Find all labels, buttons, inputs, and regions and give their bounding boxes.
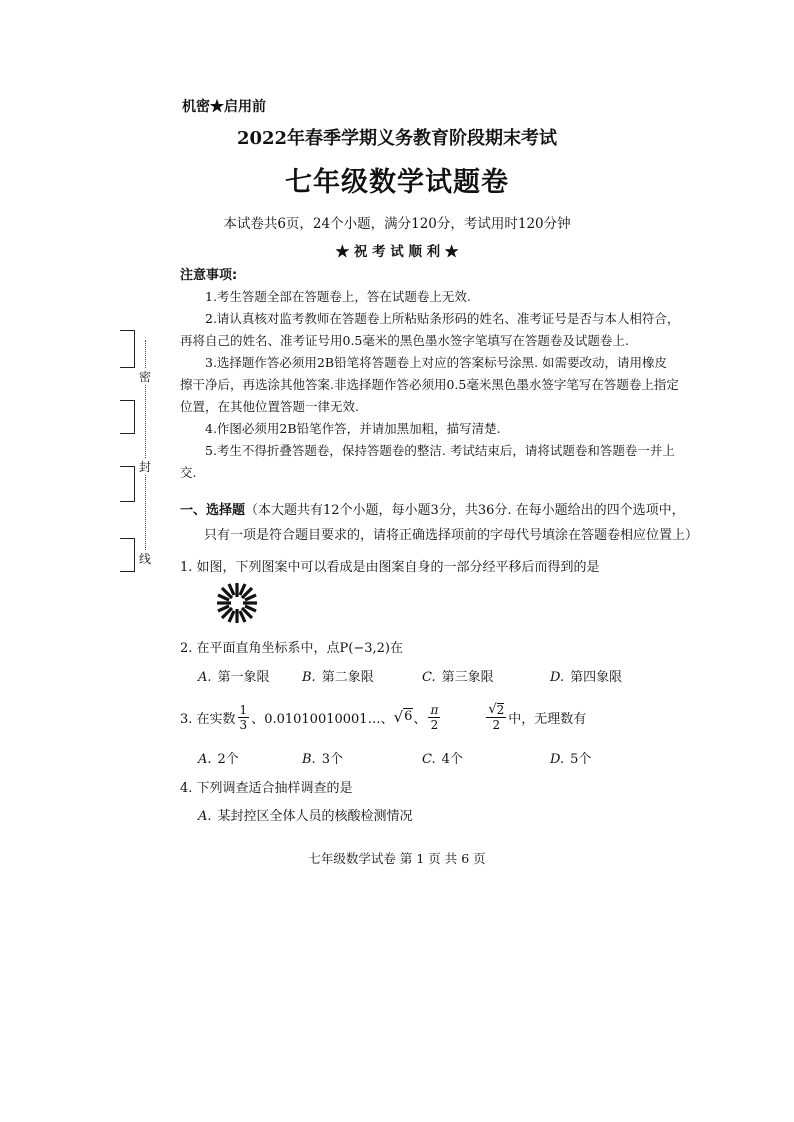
section-title: 一、选择题 [180,503,246,518]
fraction-pi-over-2: $\frac{\pi}{2}$ [430,702,439,732]
confidential-label: 机密★启用前 [182,99,266,115]
notice-item: 5.考生不得折叠答题卷，保持答题卷的整洁. 考试结束后，请将试题卷和答题卷一并上 [205,443,675,458]
notice-item: 4.作图必须用2B铅笔作答，并请加黑加粗，描写清楚. [205,421,501,436]
seal-bracket [120,466,135,502]
snowflake-pattern-icon [214,580,260,626]
question-3: 3. 在实数 $\frac{1}{3}$ 、0.01010010001…、 √ 6 、 $\frac{\pi}{2}$ √ 2 2 中，无理数有 [180,702,587,732]
notice-item: 3.选择题作答必须用2B铅笔将答题卷上对应的答案标号涂黑. 如需要改动，请用橡皮 [205,355,668,370]
q3-option-b: B. 3个 [302,752,343,767]
q3-option-d: D. 5个 [550,752,592,767]
notice-item: 再将自己的姓名、准考证号用0.5毫米的黑色墨水签字笔填写在答题卷及试题卷上. [180,333,629,348]
section-desc: （本大题共有12个小题，每小题3分，共36分. 在每小题给出的四个选项中， [245,503,685,518]
q2-option-d: D. 第四象限 [550,670,623,685]
seal-char-feng: 封 [139,460,152,474]
section-desc-line2: 只有一项是符合题目要求的，请将正确选择项前的字母代号填涂在答题卷相应位置上） [204,528,699,543]
notice-item: 2.请认真核对监考教师在答题卷上所粘贴条形码的姓名、准考证号是否与本人相符合， [205,311,680,326]
seal-char-mi: 密 [139,370,152,384]
notice-item: 交. [180,465,197,480]
section-heading [180,499,685,518]
seal-bracket [120,330,135,368]
seal-bracket [120,400,135,434]
notice-item: 擦干净后，再选涂其他答案.非选择题作答必须用0.5毫米黑色墨水签字笔写在答题卷上指定 [180,377,679,392]
fraction-sqrt2-over-2: √ 2 2 [488,702,505,732]
notice-heading: 注意事项: [180,268,238,283]
good-luck-line: ★ 祝 考 试 顺 利 ★ [335,244,459,260]
question-4: 4. 下列调查适合抽样调查的是 [180,781,353,796]
sqrt-six: √ 6 [393,708,413,726]
q2-option-c: C. 第三象限 [422,670,494,685]
q3-option-c: C. 4个 [422,752,463,767]
exam-title: 2022年春季学期义务教育阶段期末考试 [236,128,558,149]
fraction-one-third: $\frac{1}{3}$ [239,702,248,732]
question-1: 1. 如图，下列图案中可以看成是由图案自身的一部分经平移后而得到的是 [180,560,600,575]
q2-option-b: B. 第二象限 [302,670,374,685]
q4-option-a: A. 某封控区全体人员的核酸检测情况 [198,809,413,824]
page-footer: 七年级数学试卷 第 1 页 共 6 页 [308,851,486,866]
notice-item: 位置，在其他位置答题一律无效. [180,399,359,414]
seal-bracket [120,538,135,572]
paper-title: 七年级数学试题卷 [285,167,509,198]
notice-item: 1.考生答题全部在答题卷上，答在试题卷上无效. [205,289,471,304]
q2-option-a: A. 第一象限 [198,670,270,685]
q3-option-a: A. 2个 [198,752,239,767]
question-2: 2. 在平面直角坐标系中，点P(−3,2)在 [180,641,403,656]
exam-info: 本试卷共6页，24个小题，满分120分，考试用时120分钟 [223,216,571,232]
seal-char-xian: 线 [139,552,152,566]
